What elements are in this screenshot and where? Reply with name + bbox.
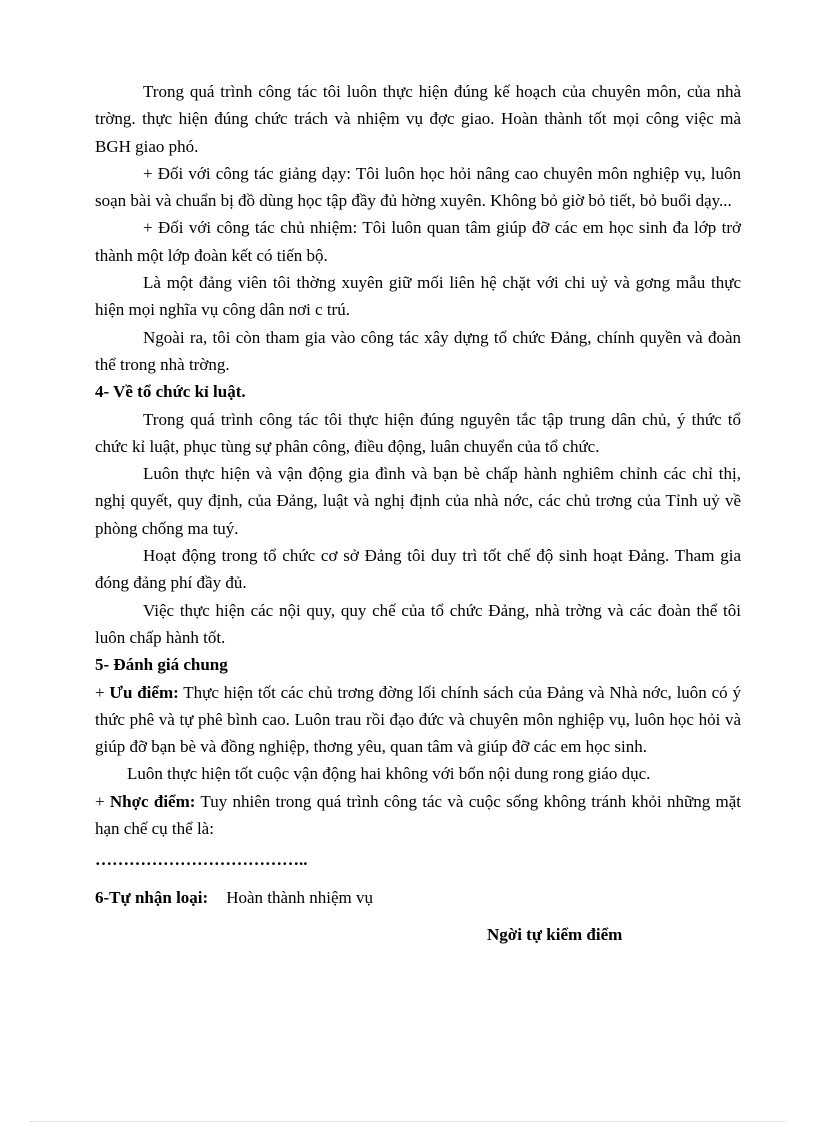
strengths-paragraph bbox=[95, 679, 741, 761]
page-bottom-rule bbox=[30, 1121, 786, 1122]
section-4-paragraph-1: Trong quá trình công tác tôi thực hiện đúng nguyên tắc tập trung dân chủ, ý thức tổ chức kỉ luật, phục tùng sự phân công, điều động, luân chuyển của tổ chức. bbox=[95, 409, 741, 456]
section-4-heading: 4- Về tổ chức kỉ luật. bbox=[95, 382, 246, 402]
signature-label: Ngời tự kiểm điểm bbox=[487, 924, 623, 944]
self-rating-label: 6-Tự nhận loại: bbox=[95, 887, 209, 907]
participation-paragraph: Ngoài ra, tôi còn tham gia vào công tác xây dựng tổ chức Đảng, chính quyền và đoàn thể trong nhà trờng. bbox=[95, 327, 741, 374]
section-4-paragraph-2: Luôn thực hiện và vận động gia đình và bạn bè chấp hành nghiêm chỉnh các chỉ thị, nghị quyết, quy định, của Đảng, luật và nghị định của nhà nớc, các chủ trơng của Tỉnh uỷ về phòng chống ma tuý. bbox=[95, 464, 741, 538]
section-4-paragraph-4: Việc thực hiện các nội quy, quy chế của tổ chức Đảng, nhà trờng và các đoàn thể tôi luôn chấp hành tốt. bbox=[95, 600, 741, 647]
weakness-paragraph bbox=[95, 788, 741, 843]
section-4-paragraph-3: Hoạt động trong tổ chức cơ sở Đảng tôi duy trì tốt chế độ sinh hoạt Đảng. Tham gia đóng đảng phí đầy đủ. bbox=[95, 546, 741, 593]
weakness-label: Nhợc điểm: bbox=[109, 791, 196, 811]
campaign-paragraph: Luôn thực hiện tốt cuộc vận động hai không với bốn nội dung rong giáo dục. bbox=[127, 764, 651, 784]
self-rating-value: Hoàn thành nhiệm vụ bbox=[226, 887, 374, 907]
homeroom-paragraph: + Đối với công tác chủ nhiệm: Tôi luôn quan tâm giúp đỡ các em học sinh đa lớp trở thành một lớp đoàn kết có tiến bộ. bbox=[95, 218, 741, 265]
weakness-prefix: + bbox=[95, 791, 110, 811]
strengths-prefix: + bbox=[95, 682, 110, 702]
section-5-heading: 5- Đánh giá chung bbox=[95, 655, 228, 675]
strengths-text: Thực hiện tốt các chủ trơng đờng lối chính sách của Đảng và Nhà nớc, luôn có ý thức phê và tự phê bình cao. Luôn trau rồi đạo đức và chuyên môn nghiệp vụ, luôn học hỏi và giúp đỡ bạn bè và đồng nghiệp, thơng yêu, quan tâm và giúp đỡ các em học sinh. bbox=[95, 682, 741, 757]
dotted-leader: ……………………………….. bbox=[95, 850, 308, 870]
teaching-paragraph: + Đối với công tác giảng dạy: Tôi luôn học hỏi nâng cao chuyên môn nghiệp vụ, luôn soạn bài và chuẩn bị đồ dùng học tập đầy đủ hờng xuyên. Không bỏ giờ bỏ tiết, bỏ buổi dạy... bbox=[95, 163, 741, 211]
strengths-label: Ưu điểm: bbox=[109, 682, 179, 702]
intro-paragraph-1: Trong quá trình công tác tôi luôn thực hiện đúng kế hoạch của chuyên môn, của nhà trờng. thực hiện đúng chức trách và nhiệm vụ đợc giao. Hoàn thành tốt mọi công việc mà BGH giao phó. bbox=[95, 82, 741, 156]
document-page bbox=[95, 78, 741, 948]
party-member-paragraph: Là một đảng viên tôi thờng xuyên giữ mối liên hệ chặt với chi uỷ và gơng mẫu thực hiện mọi nghĩa vụ công dân nơi c trú. bbox=[95, 273, 741, 320]
weakness-text: Tuy nhiên trong quá trình công tác và cuộc sống không tránh khỏi những mặt hạn chế cụ thể là: bbox=[95, 791, 741, 839]
self-rating-line bbox=[95, 884, 741, 911]
